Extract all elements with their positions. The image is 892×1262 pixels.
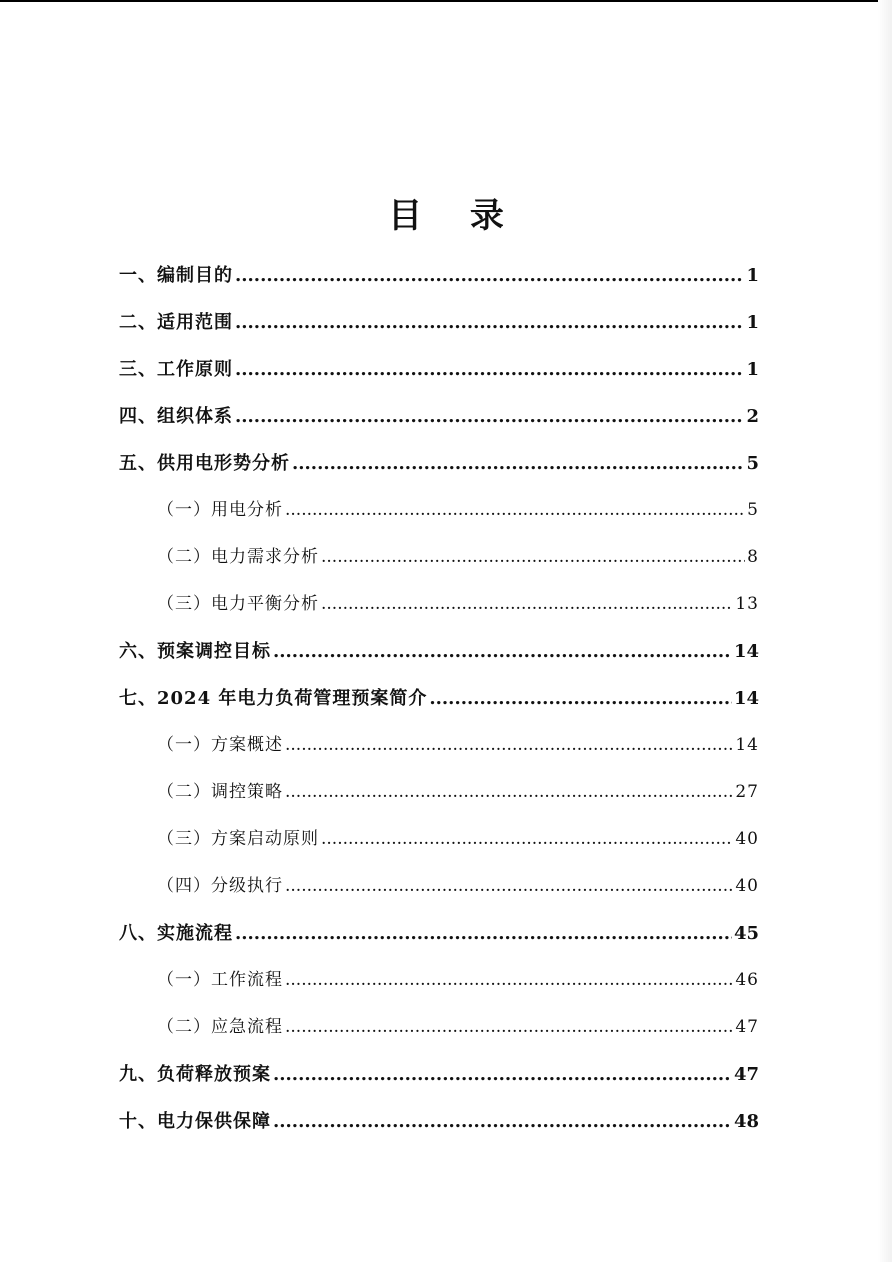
toc-entry-text: （一）方案概述 — [157, 735, 283, 755]
toc-page-number: 14 — [733, 688, 759, 709]
toc-entry-text: （二）应急流程 — [157, 1017, 283, 1037]
toc-leader-dots — [321, 581, 733, 628]
toc-entry-text: 七、2024 年电力负荷管理预案简介 — [119, 688, 428, 709]
toc-leader-dots — [285, 957, 733, 1004]
toc-subentry[interactable] — [119, 487, 759, 534]
toc-leader-dots — [292, 440, 744, 487]
toc-leader-dots — [321, 534, 745, 581]
toc-subentry[interactable] — [119, 863, 759, 910]
toc-subentry[interactable] — [119, 957, 759, 1004]
toc-page-number: 40 — [735, 876, 759, 896]
toc-entry-text: 九、负荷释放预案 — [119, 1064, 271, 1085]
toc-entry[interactable] — [119, 393, 759, 440]
toc-entry-text: （二）电力需求分析 — [157, 547, 319, 567]
toc-entry[interactable] — [119, 1051, 759, 1098]
toc-leader-dots — [285, 1004, 733, 1051]
toc-page-number: 48 — [733, 1111, 759, 1132]
toc-subentry[interactable] — [119, 769, 759, 816]
toc-entry-text: （四）分级执行 — [157, 876, 283, 896]
toc-page-number: 5 — [747, 500, 759, 520]
toc-page-number: 2 — [746, 406, 759, 427]
toc-entry-text: 四、组织体系 — [119, 406, 233, 427]
toc-entry-text: 八、实施流程 — [119, 923, 233, 944]
toc-leader-dots — [273, 1098, 732, 1145]
toc-page-number: 5 — [746, 453, 759, 474]
toc-leader-dots — [235, 393, 744, 440]
page-title: 目 录 — [388, 196, 522, 236]
toc-entry-text: （三）电力平衡分析 — [157, 594, 319, 614]
toc-subentry[interactable] — [119, 534, 759, 581]
toc-page-number: 40 — [735, 829, 759, 849]
toc-entry[interactable] — [119, 299, 759, 346]
toc-entry-text: 三、工作原则 — [119, 359, 233, 380]
toc-entry-text: （二）调控策略 — [157, 782, 283, 802]
toc-leader-dots — [285, 769, 733, 816]
toc-subentry[interactable] — [119, 581, 759, 628]
toc-subentry[interactable] — [119, 816, 759, 863]
toc-entry-text: 十、电力保供保障 — [119, 1111, 271, 1132]
toc-page-number: 47 — [735, 1017, 759, 1037]
toc-page-number: 8 — [747, 547, 759, 567]
toc-page-number: 13 — [735, 594, 759, 614]
toc-leader-dots — [429, 675, 732, 722]
toc-leader-dots — [235, 910, 732, 957]
toc-entry-text: 二、适用范围 — [119, 312, 233, 333]
toc-entry[interactable] — [119, 346, 759, 393]
toc-page-number: 27 — [735, 782, 759, 802]
toc-entry[interactable] — [119, 675, 759, 722]
toc-leader-dots — [273, 1051, 732, 1098]
toc-leader-dots — [273, 628, 732, 675]
toc-entry-text: 一、编制目的 — [119, 265, 233, 286]
toc-page-number: 47 — [733, 1064, 759, 1085]
table-of-contents — [119, 252, 759, 1145]
toc-page-number: 14 — [733, 641, 759, 662]
toc-leader-dots — [285, 722, 733, 769]
toc-leader-dots — [321, 816, 733, 863]
toc-subentry[interactable] — [119, 722, 759, 769]
toc-page-number: 46 — [735, 970, 759, 990]
toc-entry[interactable] — [119, 440, 759, 487]
toc-leader-dots — [235, 346, 744, 393]
toc-entry-text: （三）方案启动原则 — [157, 829, 319, 849]
toc-entry-text: （一）工作流程 — [157, 970, 283, 990]
toc-page-number: 45 — [733, 923, 759, 944]
toc-leader-dots — [235, 252, 744, 299]
toc-entry-text: 五、供用电形势分析 — [119, 453, 290, 474]
toc-entry[interactable] — [119, 252, 759, 299]
toc-entry-text: 六、预案调控目标 — [119, 641, 271, 662]
toc-leader-dots — [235, 299, 744, 346]
toc-entry[interactable] — [119, 910, 759, 957]
toc-entry-text: （一）用电分析 — [157, 500, 283, 520]
toc-page-number: 1 — [746, 265, 759, 286]
toc-leader-dots — [285, 863, 733, 910]
toc-page-number: 1 — [746, 359, 759, 380]
toc-subentry[interactable] — [119, 1004, 759, 1051]
toc-leader-dots — [285, 487, 745, 534]
toc-entry[interactable] — [119, 1098, 759, 1145]
top-border-line — [0, 0, 892, 2]
toc-entry[interactable] — [119, 628, 759, 675]
toc-page-number: 14 — [735, 735, 759, 755]
toc-page-number: 1 — [746, 312, 759, 333]
